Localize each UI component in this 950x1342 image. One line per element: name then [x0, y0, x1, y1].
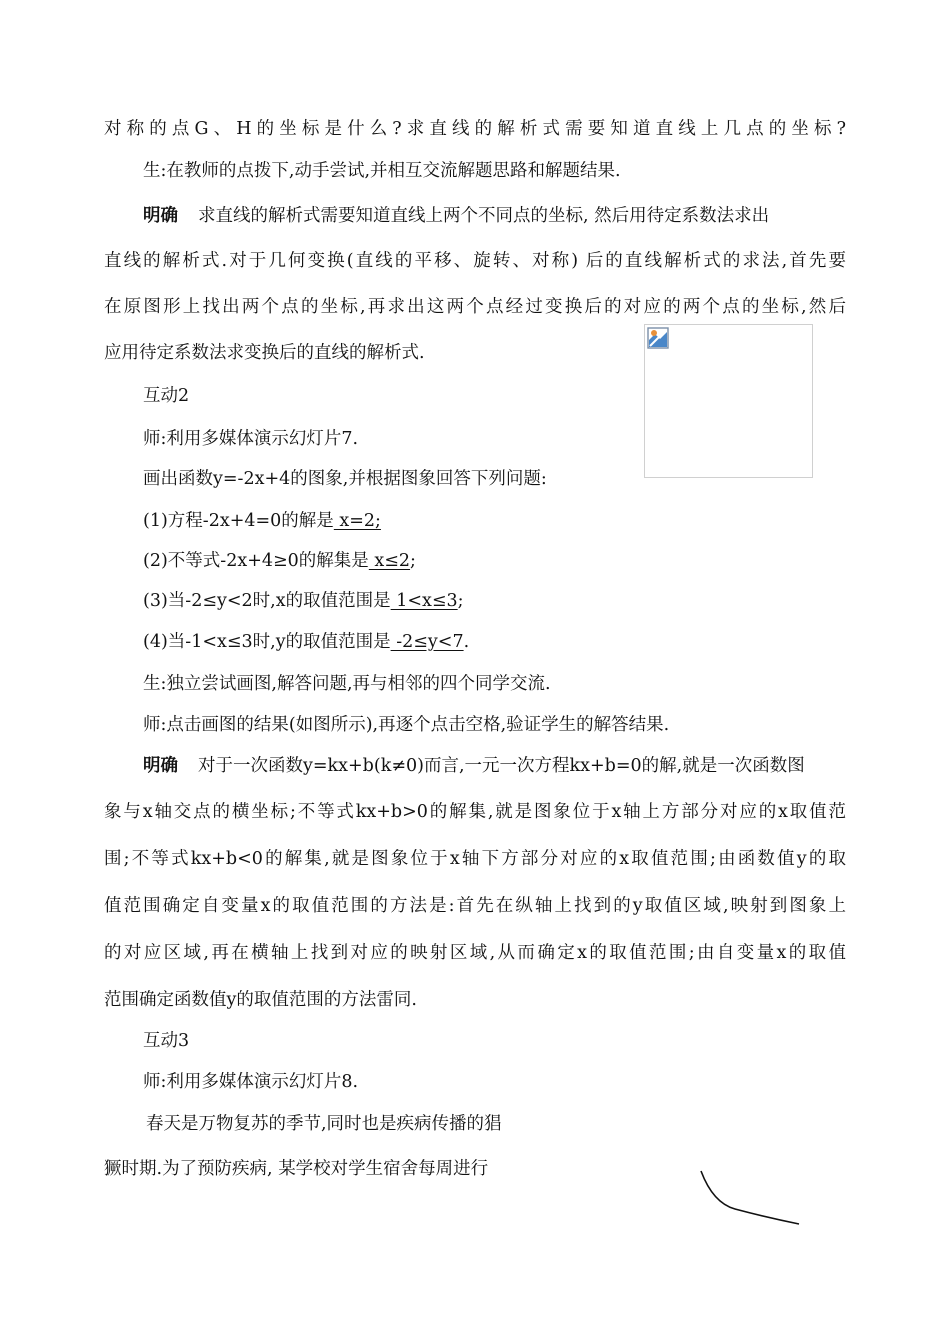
teacher-line: 师:利用多媒体演示幻灯片7. [143, 429, 359, 449]
paragraph-line: 应用待定系数法求变换后的直线的解析式. [104, 343, 425, 363]
question-text: (4)当-1<x≤3时,y的取值范围是 [143, 632, 391, 652]
answer-blank: x=2; [333, 511, 381, 531]
clarify-paragraph-first-line [143, 755, 805, 777]
paragraph-line: 獗时期.为了预防疾病, 某学校对学生宿舍每周进行 [104, 1159, 489, 1179]
paragraph-line: 范围确定函数值y的取值范围的方法雷同. [104, 990, 417, 1010]
clarify-text: 求直线的解析式需要知道直线上两个不同点的坐标, 然后用待定系数法求出 [198, 206, 770, 226]
teacher-line: 师:利用多媒体演示幻灯片8. [143, 1072, 359, 1092]
section-heading-hudong2: 互动2 [143, 386, 190, 406]
broken-image-icon [647, 327, 669, 349]
paragraph-line: 象与x轴交点的横坐标;不等式kx+b>0的解集,就是图象位于x轴上方部分对应的x取值范 [104, 802, 846, 822]
answer-blank: -2≤y<7 [390, 632, 464, 652]
answer-blank: 1<x≤3 [390, 591, 458, 611]
paragraph-line: 的对应区域,再在横轴上找到对应的映射区域,从而确定x的取值范围;由自变量x的取值 [104, 943, 846, 963]
student-response-line: 生:在教师的点拨下,动手尝试,并相互交流解题思路和解题结果. [143, 161, 621, 181]
function-curve-fragment [695, 1165, 805, 1230]
clarify-label: 明确 [143, 756, 178, 776]
paragraph-line: 直线的解析式.对于几何变换(直线的平移、旋转、对称) 后的直线解析式的求法,首先要 [104, 251, 846, 271]
question-text: (2)不等式-2x+4≥0的解集是 [143, 551, 369, 571]
question-intro: 画出函数y=-2x+4的图象,并根据图象回答下列问题: [143, 469, 547, 489]
paragraph-line: 春天是万物复苏的季节,同时也是疾病传播的猖 [146, 1114, 502, 1134]
question-1 [143, 510, 381, 532]
paragraph-line: 围;不等式kx+b<0的解集,就是图象位于x轴下方部分对应的x取值范围;由函数值y的取 [104, 849, 846, 869]
clarify-label: 明确 [143, 206, 178, 226]
teacher-line: 师:点击画图的结果(如图所示),再逐个点击空格,验证学生的解答结果. [143, 715, 670, 735]
question-3 [143, 590, 464, 612]
question-text: (1)方程-2x+4=0的解是 [143, 511, 334, 531]
question-punct: ; [457, 591, 464, 611]
question-punct: ; [410, 551, 416, 571]
paragraph-line: 在原图形上找出两个点的坐标,再求出这两个点经过变换后的对应的两个点的坐标,然后 [104, 297, 846, 317]
paragraph-line: 对称的点G、H的坐标是什么?求直线的解析式需要知道直线上几点的坐标? [104, 119, 846, 139]
student-line: 生:独立尝试画图,解答问题,再与相邻的四个同学交流. [143, 674, 551, 694]
broken-image [644, 324, 813, 478]
question-4 [143, 631, 469, 653]
question-punct: . [463, 632, 470, 652]
clarify-paragraph-first-line [143, 205, 769, 227]
section-heading-hudong3: 互动3 [143, 1031, 190, 1051]
paragraph-line: 值范围确定自变量x的取值范围的方法是:首先在纵轴上找到的y取值区域,映射到图象上 [104, 896, 846, 916]
question-2 [143, 550, 416, 572]
question-text: (3)当-2≤y<2时,x的取值范围是 [143, 591, 391, 611]
answer-blank: x≤2 [368, 551, 411, 571]
clarify-text: 对于一次函数y=kx+b(k≠0)而言,一元一次方程kx+b=0的解,就是一次函数图 [198, 756, 805, 776]
